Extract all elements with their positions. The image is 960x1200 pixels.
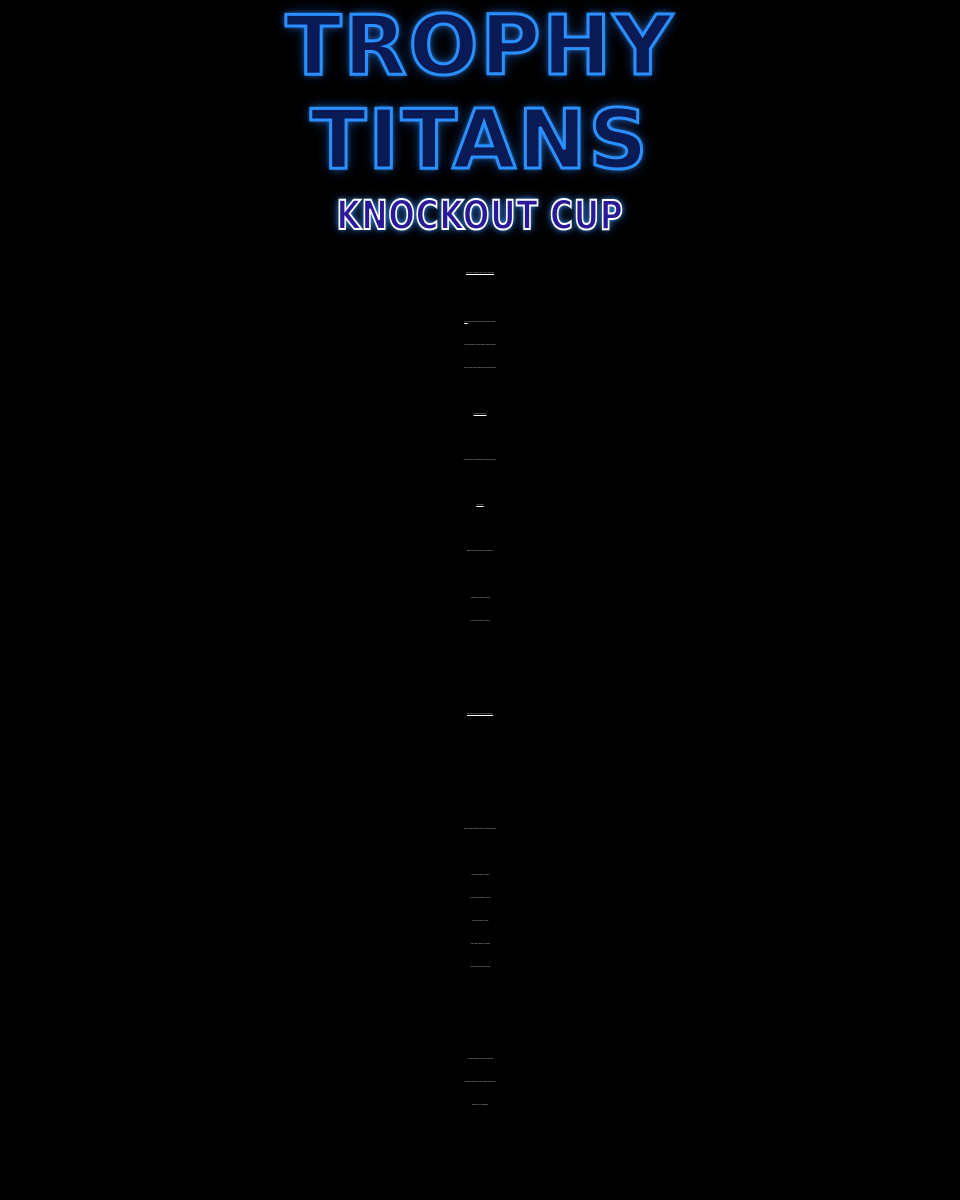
cta-line-2: COMMUNITY DISCORD TO GET INVOLVED AND FIND OUT: [464, 1082, 496, 1083]
goal-label: GOAL:: [464, 322, 468, 323]
cta-line-3: MORE/ ASK ANY QUESTIONS!: [471, 1105, 489, 1106]
base-score-intro: EVERY PLATINUM STARTS WITH A BASE VALUE:: [466, 551, 494, 552]
rarity-note-line-1: [0, 749, 960, 769]
base-score-heading: BASE SCORE: [476, 505, 484, 506]
rarity-item-common: • COMMON PLATINUM: 10 POINTS: [470, 875, 490, 876]
base-item-backlog: • BACKLOG PLATINUM: 75 POINTS: [470, 621, 490, 622]
title-line-1: TROPHY: [285, 0, 675, 94]
cta-line-1: ...IF THIS SOUNDS FUN SO FAR THEN JOIN THE: [466, 1059, 494, 1060]
goal-line-1-text: WORK YOUR WAY THROUGH THE TROPHY TITANS: [467, 322, 496, 323]
scoring-heading: THE SCORING SYSTEM:: [473, 414, 487, 415]
rarity-item-ultra-rare: • ULTRA RARE PLATINUM 70 POINTS: [469, 967, 491, 968]
scoring-intro: WE USE A BASE SCORE MODIFIED BY STATUS AND RARITY.: [463, 460, 497, 461]
goal-line-1: [0, 311, 960, 334]
prizes-line-1: [0, 1141, 960, 1164]
duration-text: DURATION: 2 MONTHS (CUP: MAY 1ST - JUNE 30TH: [465, 273, 495, 274]
rarity-intro: EVERY PLATINUM EARNS A RARITY SCORE (PSNP RARITY): [463, 829, 497, 830]
rarity-item-very-rare: • VERY RARE PLATINUM: 50 POINTS: [469, 944, 491, 945]
rarity-item-uncommon: • UNCOMMON PLATINUM: 20 POINTS: [469, 898, 491, 899]
rarity-note-line-2: [0, 768, 960, 788]
base-item-standard: • STANDARD PLATINUM: 45 POINTS: [470, 598, 490, 599]
subtitle: KNOCKOUT CUP: [336, 193, 624, 239]
goal-line-2: CUP BY OBTAINING “TROPHY TITANS POINTS” STARTING: [464, 345, 496, 346]
rarity-item-rare: • RARE PLATINUM: 30 POINTS: [471, 921, 489, 922]
rarity-heading: THE RARITY EXTRA SCORE (SKILL/DIFFICULTY): [467, 714, 493, 715]
prizes-line-2: [0, 1164, 960, 1187]
goal-line-3: WITH A GROUP PHASE & ENDING IN KNOCKOUT ROUNDS!: [463, 368, 497, 369]
base-note: [0, 652, 960, 672]
title-line-2: TITANS: [310, 93, 650, 188]
